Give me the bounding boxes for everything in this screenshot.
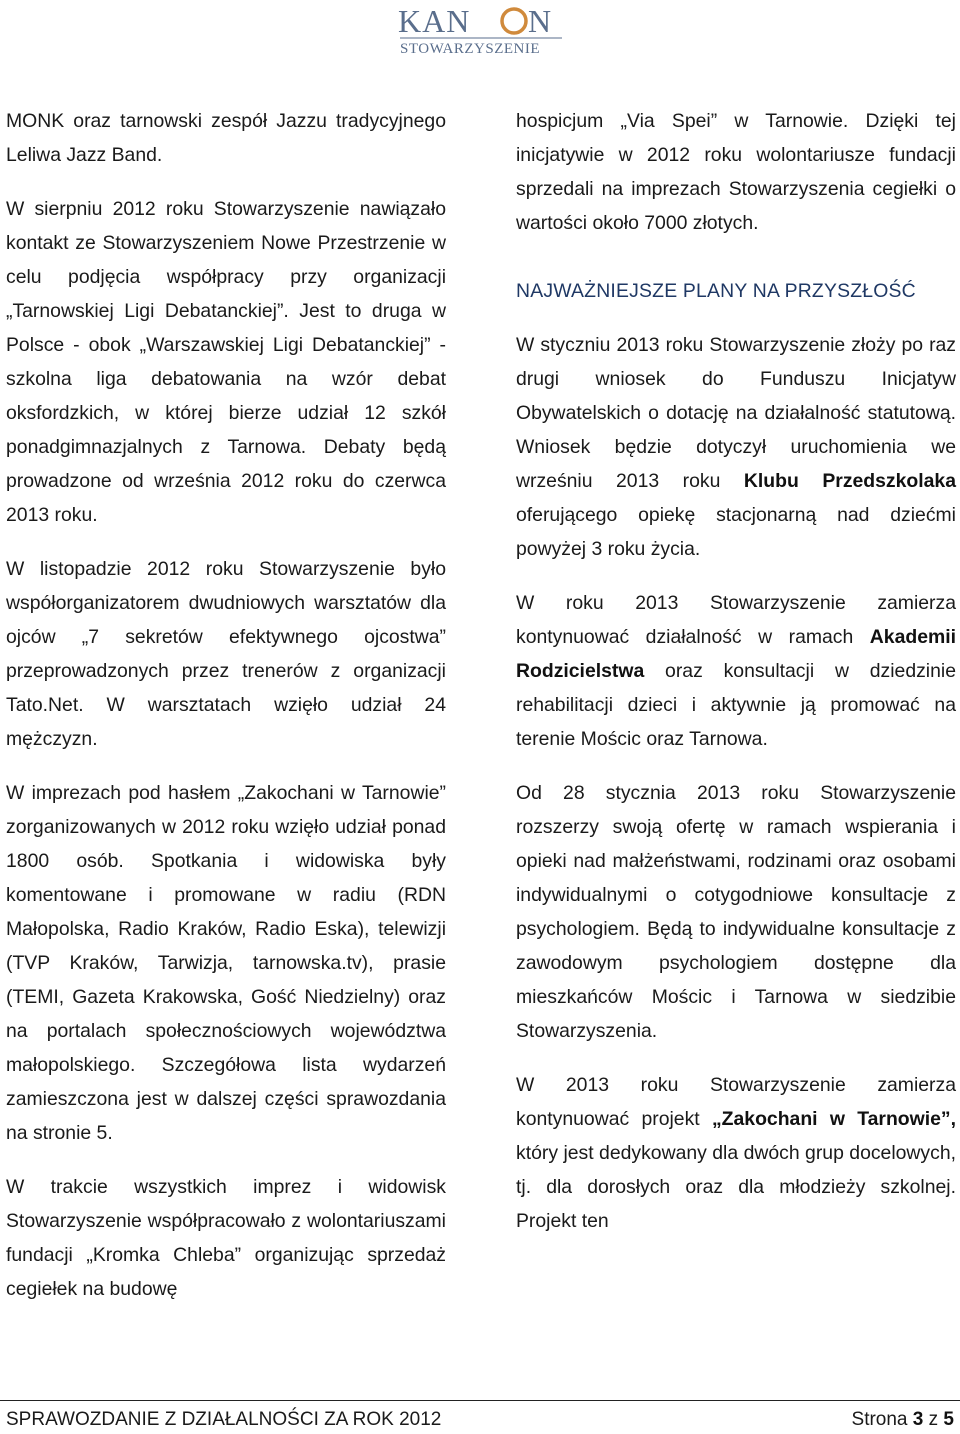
paragraph: W styczniu 2013 roku Stowarzyszenie złoży po raz drugi wniosek do Funduszu Inicjatyw Obywatelskich o dotację na działalność statutową. Wniosek będzie dotyczył uruchomienia we wrześniu 2013 roku Klubu Przedszkolaka oferującego opiekę stacjonarną nad dziećmi powyżej 3 roku życia.	[516, 334, 956, 560]
paragraph: W 2013 roku Stowarzyszenie zamierza kontynuować projekt „Zakochani w Tarnowie”, który jest dedykowany dla dwóch grup docelowych, tj. dla dorosłych oraz dla młodzieży szkolnej. Projekt ten	[516, 1074, 956, 1232]
paragraph: W roku 2013 Stowarzyszenie zamierza kontynuować działalność w ramach Akademii Rodzicielstwa oraz konsultacji w dziedzinie rehabilitacji dzieci i aktywnie ją promować na terenie Mościc oraz Tarnowa.	[516, 592, 956, 750]
logo-subtitle: STOWARZYSZENIE	[400, 41, 541, 57]
paragraph: W listopadzie 2012 roku Stowarzyszenie było współorganizatorem dwudniowych warsztatów dla ojców „7 sekretów efektywnego ojcostwa” przeprowadzonych przez trenerów z organizacji Tato.Net. W warsztatach wzięło udział 24 mężczyzn.	[6, 558, 446, 750]
paragraph: W trakcie wszystkich imprez i widowisk Stowarzyszenie współpracowało z wolontariuszami fundacji „Kromka Chleba” organizując sprzedaż cegiełek na budowę	[6, 1176, 446, 1300]
bold-term: Klubu Przedszkolaka	[743, 470, 956, 492]
bold-term: „Zakochani w Tarnowie”,	[711, 1108, 956, 1130]
report-title: SPRAWOZDANIE Z DZIAŁALNOŚCI ZA ROK 2012	[6, 1409, 442, 1430]
paragraph: Od 28 stycznia 2013 roku Stowarzyszenie rozszerzy swoją ofertę w ramach wspierania i opieki nad małżeństwami, rodzinami oraz osobami indywidualnymi o cotygodniowe konsultacje z psychologiem. Będą to indywidualne konsultacje z zawodowym psychologiem dostępne dla mieszkańców Mościc i Tarnowa w siedzibie Stowarzyszenia.	[516, 782, 956, 1042]
svg-text:N: N	[528, 3, 552, 39]
paragraph: MONK oraz tarnowski zespół Jazzu tradycyjnego Leliwa Jazz Band.	[6, 110, 446, 166]
paragraph: hospicjum „Via Spei” w Tarnowie. Dzięki tej inicjatywie w 2012 roku wolontariusze fundacji sprzedali na imprezach Stowarzyszenia cegiełki o wartości około 7000 złotych.	[516, 110, 956, 234]
header-logo	[0, 0, 960, 70]
paragraph: W sierpniu 2012 roku Stowarzyszenie nawiązało kontakt ze Stowarzyszeniem Nowe Przestrzenie w celu podjęcia współpracy przy organizacji „Tarnowskiej Ligi Debatanckiej”. Jest to druga w Polsce - obok „Warszawskiej Ligi Debatanckiej” - szkolna liga debatowania na wzór debat oksfordzkich, w której bierze udział 12 szkół ponadgimnazjalnych z Tarnowa. Debaty będą prowadzone od września 2012 roku do czerwca 2013 roku.	[6, 198, 446, 526]
paragraph: W imprezach pod hasłem „Zakochani w Tarnowie” zorganizowanych w 2012 roku wzięło udział ponad 1800 osób. Spotkania i widowiska były komentowane i promowane w radiu (RDN Małopolska, Radio Kraków, Radio Eska), telewizji (TVP Kraków, Tarwizja, tarnowska.tv), prasie (TEMI, Gazeta Krakowska, Gość Niedzielny) oraz na portalach społecznościowych województwa małopolskiego. Szczegółowa lista wydarzeń zamieszczona jest w dalszej części sprawozdania na stronie 5.	[6, 782, 446, 1144]
section-heading: NAJWAŻNIEJSZE PLANY NA PRZYSZŁOŚĆ	[516, 280, 916, 302]
kanon-logo-icon	[396, 2, 566, 60]
page-footer	[0, 1400, 960, 1434]
left-column	[6, 104, 446, 1326]
bold-term: Akademii Rodzicielstwa	[516, 626, 956, 682]
svg-text:KAN: KAN	[398, 3, 471, 39]
right-column	[516, 104, 956, 1258]
page-indicator: Strona 3 z 5	[851, 1409, 954, 1430]
